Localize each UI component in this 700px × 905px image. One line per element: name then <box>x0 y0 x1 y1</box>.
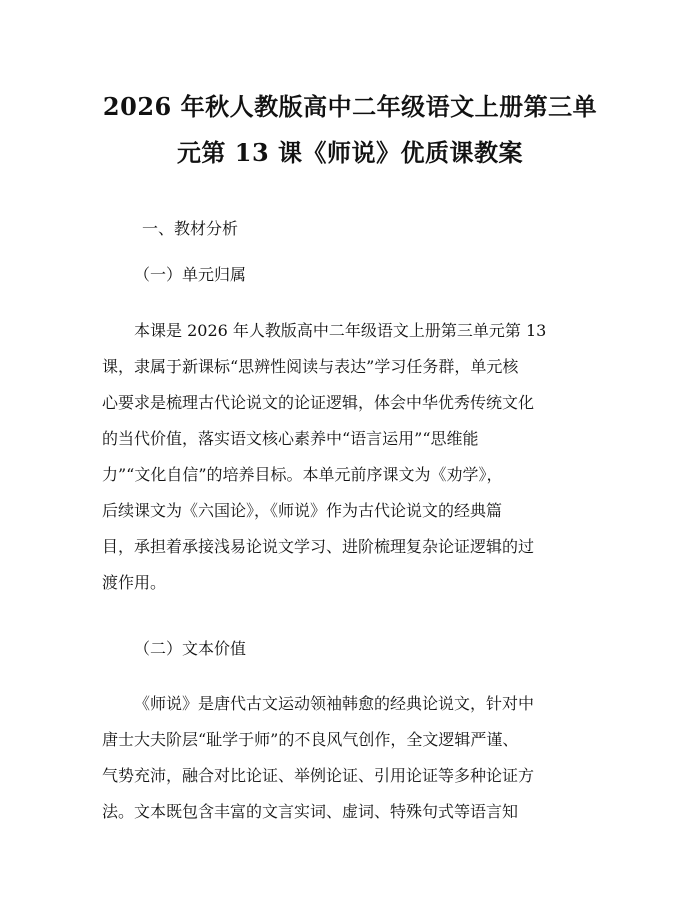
document-title <box>102 84 598 176</box>
paragraph-line: 气势充沛，融合对比论证、举例论证、引用论证等多种论证方 <box>102 766 535 785</box>
paragraph-line: 心要求是梳理古代论说文的论证逻辑，体会中华优秀传统文化 <box>102 393 535 412</box>
paragraph-line: 目，承担着承接浅易论说文学习、进阶梳理复杂论证逻辑的过 <box>102 537 535 556</box>
paragraph-line: 的当代价值，落实语文核心素养中“语言运用”“思维能 <box>102 429 479 448</box>
subsection-heading-unit-membership: （一）单元归属 <box>134 265 247 284</box>
section-heading-textbook-analysis: 一、教材分析 <box>142 219 239 238</box>
paragraph-line: 力”“文化自信”的培养目标。本单元前序课文为《劝学》， <box>102 465 503 484</box>
paragraph-line: 《师说》是唐代古文运动领袖韩愈的经典论说文，针对中 <box>134 694 535 713</box>
title-line: 元第 13 课《师说》优质课教案 <box>176 138 524 167</box>
paragraph-line: 法。文本既包含丰富的文言实词、虚词、特殊句式等语言知 <box>102 802 519 821</box>
title-line: 2026 年秋人教版高中二年级语文上册第三单 <box>102 92 598 121</box>
paragraph-line: 后续课文为《六国论》，《师说》作为古代论说文的经典篇 <box>102 501 503 520</box>
paragraph-line: 课，隶属于新课标“思辨性阅读与表达”学习任务群，单元核 <box>102 357 519 376</box>
paragraph-line: 渡作用。 <box>102 573 167 592</box>
paragraph-line: 本课是 2026 年人教版高中二年级语文上册第三单元第 13 <box>134 321 547 340</box>
paragraph-unit-membership <box>102 313 598 601</box>
paragraph-text-value <box>102 686 598 830</box>
paragraph-line: 唐士大夫阶层“耻学于师”的不良风气创作，全文逻辑严谨、 <box>102 730 519 749</box>
subsection-heading-text-value: （二）文本价值 <box>134 639 247 658</box>
